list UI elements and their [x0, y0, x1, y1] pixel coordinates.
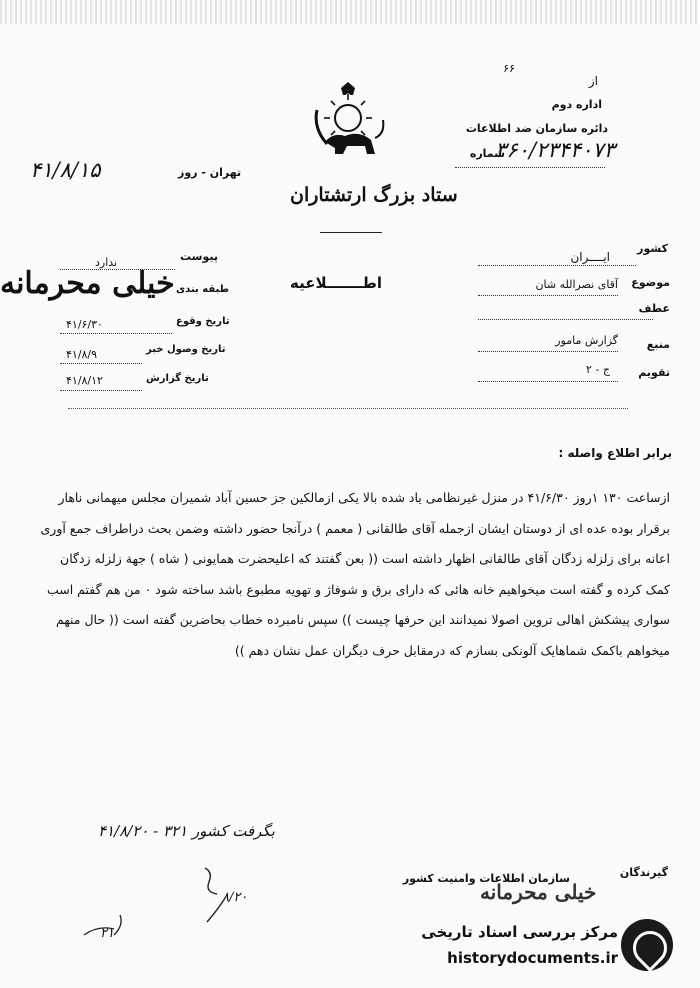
reference-label: عطف	[638, 302, 670, 315]
recipients-label: گیرندگان	[619, 866, 668, 879]
number-label: شماره	[469, 147, 505, 160]
header-separator	[68, 407, 628, 409]
subject-label: موضوع	[631, 276, 670, 289]
source-line	[478, 350, 618, 352]
lion-and-sun-emblem	[305, 80, 391, 162]
archive-title: مرکز بررسی اسناد تاریخی	[421, 923, 618, 941]
report-date-value: ۴۱/۸/۱۲	[66, 374, 103, 387]
signature-scribble	[195, 858, 265, 928]
classification-stamp: خیلی محرمانه	[0, 266, 175, 301]
calendar-line	[478, 380, 618, 382]
calendar-value: ج - ۲	[586, 363, 610, 376]
initial-2: ۲۱	[100, 926, 114, 941]
country-value: ایــــران	[570, 250, 610, 264]
handwritten-note: بگرفت کشور ۳۲۱ - ۴۱/۸/۲۰	[98, 822, 275, 840]
occurrence-date-value: ۴۱/۶/۳۰	[66, 318, 103, 331]
subject-value: آقای نصرالله شان	[535, 278, 618, 291]
body-intro: برابر اطلاع واصله :	[558, 446, 672, 460]
initial-1: ۸/۲۰	[222, 890, 248, 905]
number-underline	[455, 166, 605, 168]
archive-logo-icon	[621, 919, 673, 971]
title-rule	[320, 232, 382, 233]
city-date-label: تهران - روز	[178, 166, 242, 179]
department-label: اداره دوم	[551, 98, 602, 111]
source-value: گزارش مامور	[555, 334, 618, 347]
body-line: ازساعت ۱۳۰ ۱روز ۴۱/۶/۳۰ در منزل غیرنظامی یاد شده بالا یکی ازمالکین جز حسین آباد شمیران مجلس میهمانی ناهار	[58, 490, 670, 505]
recipients-value: سازمان اطلاعات وامنیت کشور	[402, 872, 570, 885]
reference-line	[478, 318, 653, 320]
source-label: منبع	[646, 338, 670, 351]
receipt-date-label: تاریخ وصول خبر	[146, 344, 226, 355]
organization-title: ستاد بزرگ ارتشتاران	[290, 184, 458, 206]
archive-url: historydocuments.ir	[447, 949, 618, 967]
classification-label: طبقه بندی	[176, 284, 230, 295]
receipt-date-value: ۴۱/۸/۹	[66, 348, 98, 361]
report-date-label: تاریخ گزارش	[146, 373, 209, 384]
body-line: برقرار بوده عده ای از دوستان ایشان ازجمله آقای طالقانی ( معمم ) درآنجا حضور داشته وضمن بحث دراطراف جمع آوری	[40, 520, 670, 536]
number-value: ۳۶۰/۲۳۴۴۰۷۳	[495, 138, 615, 162]
classification-stamp-footer: خیلی محرمانه	[480, 880, 597, 904]
initial-scribble	[80, 905, 140, 945]
body-line: میخواهم باکمک شماهایک آلونکی بسازم که درمقابل حرف دیگران عمل نشان دهم ))	[234, 642, 670, 658]
country-line	[478, 264, 636, 266]
page-mark: ۶۶	[503, 62, 515, 75]
country-label: کشور	[637, 242, 668, 255]
division-label: دائره سازمان ضد اطلاعات	[465, 122, 608, 135]
date-handwritten: ۴۱/۸/۱۵	[30, 158, 101, 182]
body-paragraph	[30, 483, 670, 666]
az-label: از	[588, 74, 598, 88]
report-date-line	[60, 389, 142, 391]
announcement-title: اطـــــــلاعیه	[290, 274, 383, 292]
occurrence-date-label: تاریخ وقوع	[176, 316, 230, 327]
attachment-label: پیوست	[180, 250, 218, 263]
subject-line	[478, 294, 618, 296]
calendar-label: تقویم	[638, 366, 670, 379]
body-line: سواری پیشکش اهالی تروین اصولا نمیدانند این حرفها چیست )) سپس نامبرده خطاب بحاضرین گفته است (( حال منهم	[55, 612, 670, 627]
body-line: کمک کرده و گفته است میخواهیم خانه هائی که دارای برق و شوفاژ و تهویه مطبوع باشد ساخته شود ۰ من هم گفتم اسب	[46, 581, 670, 597]
occurrence-date-line	[60, 332, 172, 334]
body-line: اعانه برای زلزله زدگان آقای طالقانی اظهار داشته است (( بعن گفتند که اعلیحضرت همایونی ( شاه ) جهة زلزله زدگان	[60, 551, 670, 566]
attachment-value: ندارد	[95, 256, 118, 269]
receipt-date-line	[60, 362, 142, 364]
archive-watermark	[415, 915, 680, 979]
scan-edge	[0, 0, 700, 24]
